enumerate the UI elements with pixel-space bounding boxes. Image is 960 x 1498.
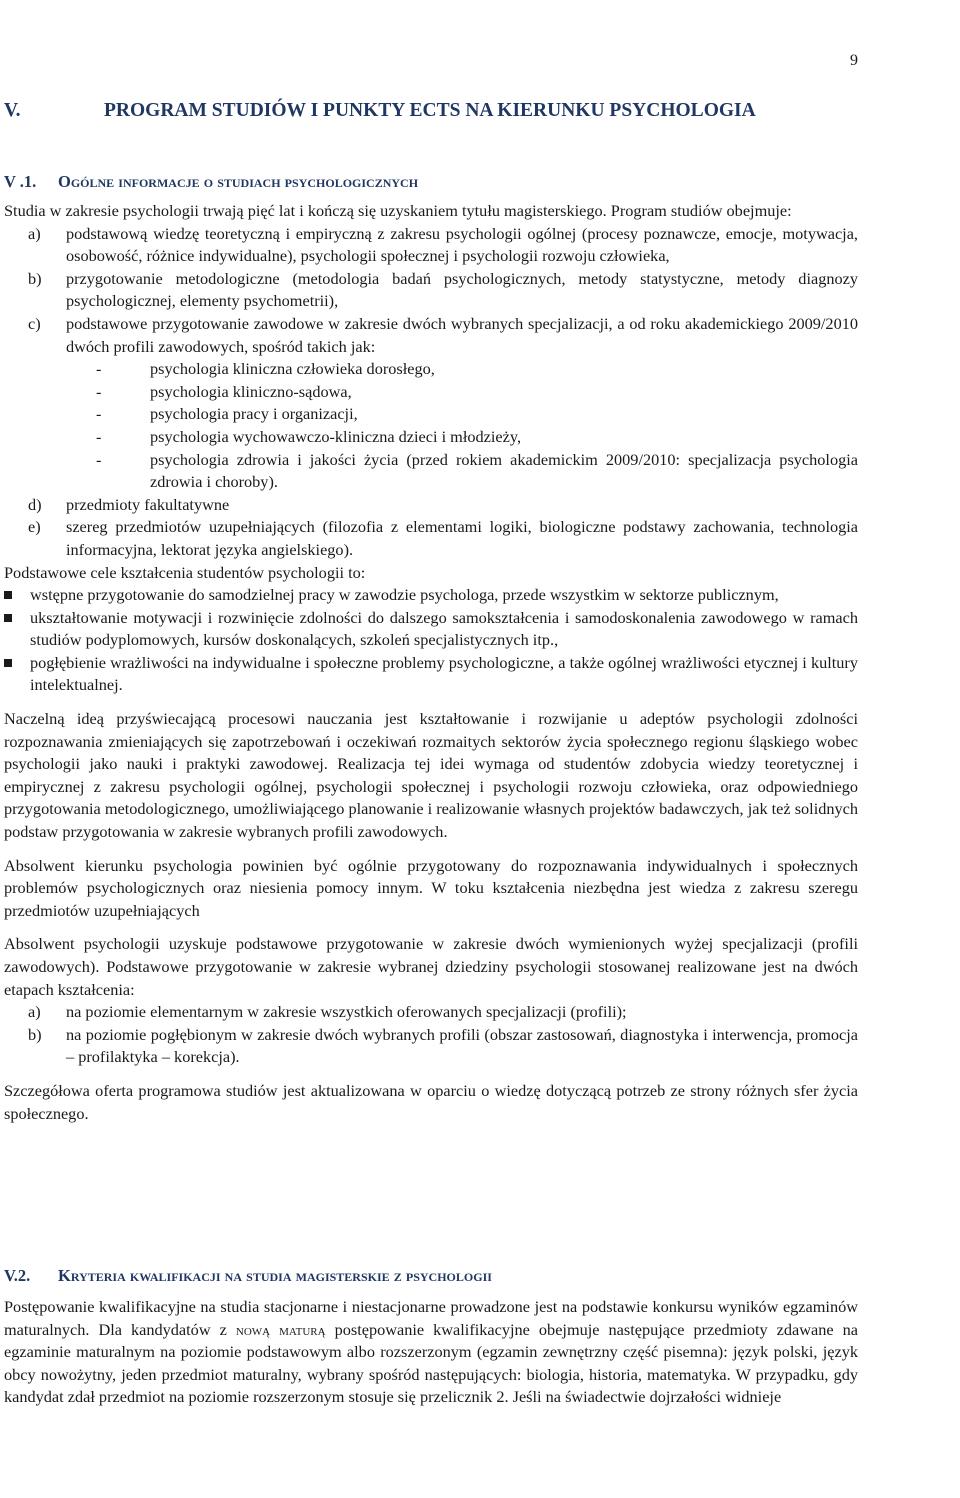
section-2-body xyxy=(4,1296,858,1409)
goal-item: wstępne przygotowanie do samodzielnej pracy w zawodzie psychologa, przede wszystkim w sektorze publicznym, xyxy=(4,584,858,607)
chapter-title: PROGRAM STUDIÓW I PUNKTY ECTS NA KIERUNKU PSYCHOLOGIA xyxy=(104,100,756,121)
paragraph-idea: Naczelną ideą przyświecającą procesowi nauczania jest kształtowanie i rozwijanie u adeptów psychologii zdolności rozpoznawania zmieniających się zapotrzebowań i oczekiwań rozmaitych sektorów życia społecznego regionu śląskiego wobec psychologii jako nauki i praktyki zawodowej. Realizacja tej idei wymaga od studentów zdobycia wiedzy teoretycznej i empirycznej z zakresu psychologii ogólnej, psychologii społecznej i psychologii rozwoju człowieka, oraz odpowiedniego przygotowania metodologicznego, umożliwiającego planowanie i realizowanie własnych projektów badawczych, jak też solidnych podstaw przygotowania w zakresie wybranych profili zawodowych. xyxy=(4,709,859,842)
stage-item-b: b) na poziomie pogłębionym w zakresie dwóch wybranych profili (obszar zastosowań, diagnostyka i interwencja, promocja – profilaktyka – korekcja). xyxy=(28,1024,858,1067)
program-item-d: d) przedmioty fakultatywne xyxy=(28,494,230,514)
document-body xyxy=(4,200,858,1125)
specialization-item: - psychologia pracy i organizacji, xyxy=(96,404,358,424)
chapter-heading xyxy=(4,100,756,122)
square-bullet-icon xyxy=(4,591,12,599)
program-item-a: a) podstawową wiedzę teoretyczną i empiryczną z zakresu psychologii ogólnej (procesy poznawcze, emocje, motywacja, osobowość, różnice indywidualne), psychologii społecznej i psychologii rozwoju człowieka, xyxy=(28,223,858,266)
specialization-item: - psychologia kliniczno-sądowa, xyxy=(96,381,352,401)
section-title-2: Kryteria kwalifikacji na studia magisterskie z psychologii xyxy=(58,1266,492,1285)
page-number: 9 xyxy=(850,52,858,69)
section-number-1: V .1. xyxy=(4,172,37,191)
emphasis-new-matura: nową maturą xyxy=(235,1319,326,1339)
program-item-e: e) szereg przedmiotów uzupełniających (filozofia z elementami logiki, biologiczne podstawy zachowania, technologia informacyjna, lektorat języka angielskiego). xyxy=(28,517,858,559)
goals-intro: Podstawowe cele kształcenia studentów psychologii to: xyxy=(4,562,366,582)
stage-item-a: a) na poziomie elementarnym w zakresie wszystkich oferowanych specjalizacji (profili); xyxy=(28,1002,627,1022)
section-heading-2 xyxy=(4,1266,492,1286)
section-number-2: V.2. xyxy=(4,1266,31,1285)
goal-item: pogłębienie wrażliwości na indywidualne i społeczne problemy psychologiczne, a także ogólnej wrażliwości etycznej i kultury intelektualnej. xyxy=(4,652,858,697)
program-item-c: c) podstawowe przygotowanie zawodowe w zakresie dwóch wybranych specjalizacji, a od roku akademickiego 2009/2010 dwóch profili zawodowych, spośród takich jak: xyxy=(28,313,858,356)
section-title-1: Ogólne informacje o studiach psychologicznych xyxy=(58,172,419,191)
paragraph-preparation: Absolwent psychologii uzyskuje podstawowe przygotowanie w zakresie dwóch wymienionych wyżej specjalizacji (profili zawodowych). Podstawowe przygotowanie w zakresie wybranej dziedziny psychologii stosowanej realizowane jest na dwóch etapach kształcenia: xyxy=(4,934,858,999)
square-bullet-icon xyxy=(4,614,12,622)
chapter-number: V. xyxy=(4,100,21,121)
specialization-item: - psychologia zdrowia i jakości życia (przed rokiem akademickim 2009/2010: specjalizacja psychologia zdrowia i choroby). xyxy=(96,449,858,492)
paragraph-graduate: Absolwent kierunku psychologia powinien być ogólnie przygotowany do rozpoznawania indywidualnych i społecznych problemów psychologicznych oraz niesienia pomocy innym. W toku kształcenia niezbędna jest wiedza z zakresu szeregu przedmiotów uzupełniających xyxy=(4,855,858,920)
intro-paragraph: Studia w zakresie psychologii trwają pięć lat i kończą się uzyskaniem tytułu magisterskiego. Program studiów obejmuje: xyxy=(4,201,792,220)
program-item-b: b) przygotowanie metodologiczne (metodologia badań psychologicznych, metody statystyczne, metody diagnozy psychologicznej, elementy psychometrii), xyxy=(28,268,858,311)
paragraph-offer: Szczegółowa oferta programowa studiów jest aktualizowana w oparciu o wiedzę dotyczącą potrzeb ze strony różnych sfer życia społecznego. xyxy=(4,1080,858,1123)
goal-item: ukształtowanie motywacji i rozwinięcie zdolności do dalszego samokształcenia i samodoskonalenia zawodowego w ramach studiów podyplomowych, kursów doskonalących, szkoleń specjalistycznych itp., xyxy=(4,607,858,652)
square-bullet-icon xyxy=(4,659,12,667)
specialization-item: - psychologia kliniczna człowieka dorosłego, xyxy=(96,359,435,379)
section-heading-1 xyxy=(4,172,418,192)
specialization-item: - psychologia wychowawczo-kliniczna dzieci i młodzieży, xyxy=(96,426,522,446)
qualification-paragraph: Postępowanie kwalifikacyjne na studia stacjonarne i niestacjonarne prowadzone jest na podstawie konkursu wyników egzaminów maturalnych. Dla kandydatów z nową maturą postępowanie kwalifikacyjne obejmuje następujące przedmioty zdawane na egzaminie maturalnym na poziomie podstawowym albo rozszerzonym (egzamin zewnętrzny część pisemna): język polski, język obcy nowożytny, jeden przedmiot maturalny, wybrany spośród następujących: biologia, historia, matematyka. W przypadku, gdy kandydat zdał przedmiot na poziomie rozszerzonym stosuje się przelicznik 2. Jeśli na świadectwie dojrzałości widnieje xyxy=(4,1297,859,1407)
